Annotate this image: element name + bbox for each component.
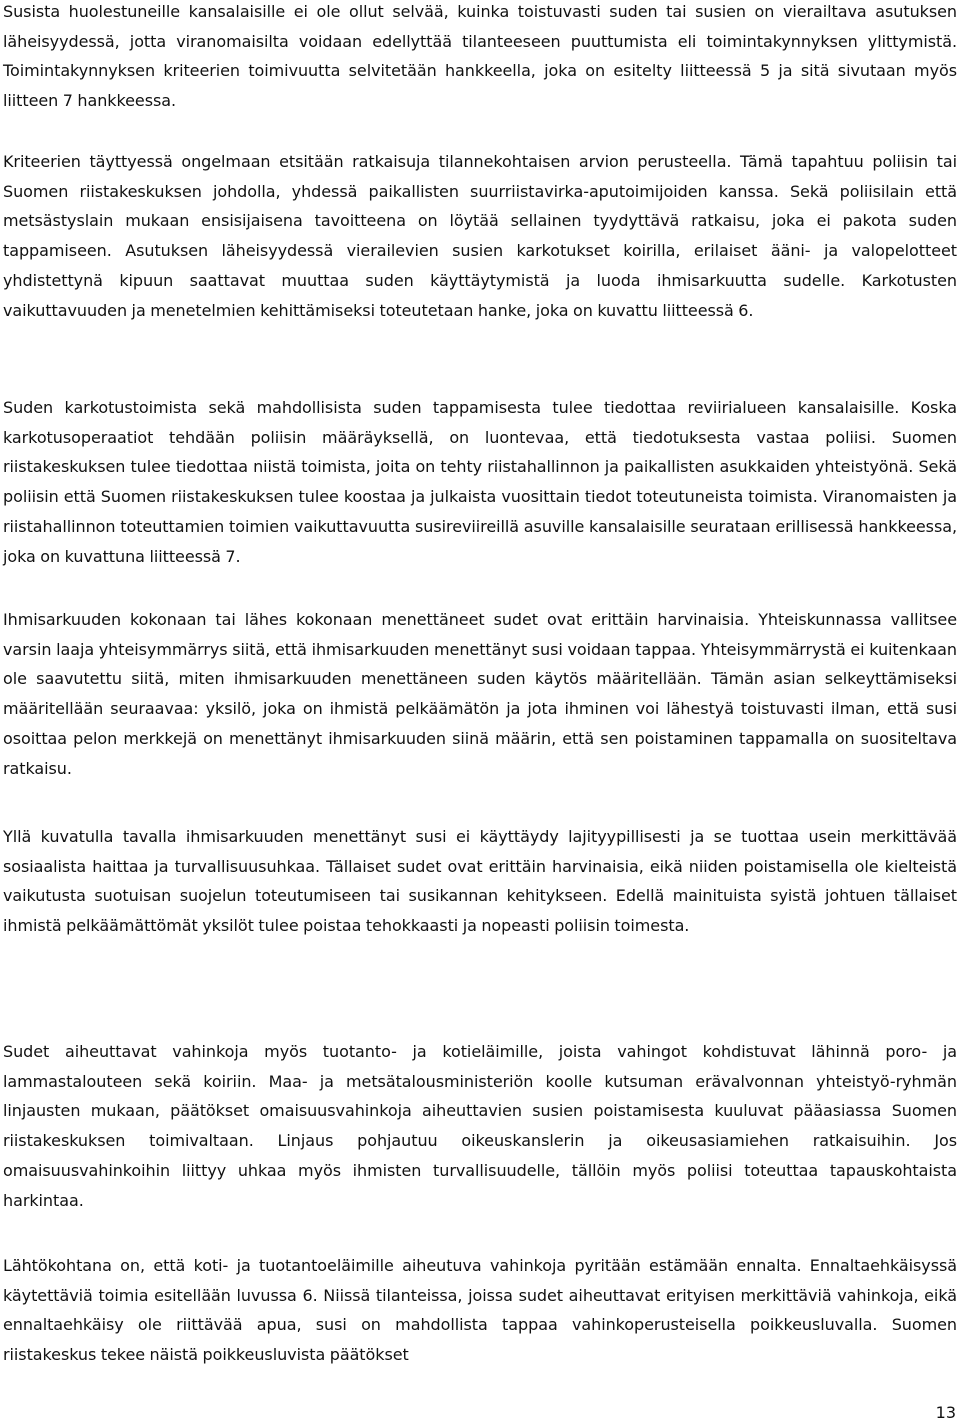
paragraph-livestock-damage: Sudet aiheuttavat vahinkoja myös tuotanto- ja kotieläimille, joista vahingot kohdistuvat lähinnä poro- ja lammastalouteen sekä koiriin. Maa- ja metsätalousministeriön koolle kutsuman erävalvonnan yhteistyö-ryhmän linjausten mukaan, päätökset omaisuusvahinkoja aiheuttavien susien poistamisesta kuuluvat pääasiassa Suomen riistakeskuksen toimivaltaan. Linjaus pohjautuu oikeuskanslerin ja oikeusasiamiehen ratkaisuihin. Jos omaisuusvahinkoihin liittyy uhkaa myös ihmisten turvallisuudelle, tällöin myös poliisi toteuttaa tapauskohtaista harkintaa. — [3, 1042, 957, 1210]
paragraph-fearlessness-definition: Ihmisarkuuden kokonaan tai lähes kokonaan menettäneet sudet ovat erittäin harvinaisia. Yhteiskunnassa vallitsee varsin laaja yhteisymmärrys siitä, että ihmisarkuuden menettänyt susi voidaan tappaa. Yhteisymmärrystä ei kuitenkaan ole saavutettu siitä, miten ihmisarkuuden menettäneen suden käytös määritellään. Tämän asian selkeyttämiseksi määritellään seuraavaa: yksilö, joka on ihmistä pelkäämätön ja jota ihminen voi lähestyä toistuvasti ilman, että susi osoittaa pelon merkkejä on menettänyt ihmisarkuuden siinä määrin, että sen poistaminen tappamalla on suositeltava ratkaisu. — [3, 610, 957, 778]
paragraph-prevention: Lähtökohtana on, että koti- ja tuotantoeläimille aiheutuva vahinkoja pyritään estämään ennalta. Ennaltaehkäisyssä käytettäviä toimia esitellään luvussa 6. Niissä tilanteissa, joissa sudet aiheuttavat erityisen merkittäviä vahinkoja, eikä ennaltaehkäisy ole riittävää apua, susi on mahdollista tappaa vahinkoperusteisella poikkeusluvalla. Suomen riistakeskus tekee näistä poikkeusluvista päätökset — [3, 1256, 957, 1365]
paragraph-criteria-uncertainty: Susista huolestuneille kansalaisille ei ole ollut selvää, kuinka toistuvasti suden tai susien on vierailtava asutuksen läheisyydessä, jotta viranomaisilta voidaan edellyttää tilanteeseen puuttumista eli toimintakynnyksen ylittymistä. Toimintakynnyksen kriteerien toimivuutta selvitetään hankkeella, joka on esitelty liitteessä 5 ja sitä sivutaan myös liitteen 7 hankkeessa. — [3, 2, 957, 111]
paragraph-communication: Suden karkotustoimista sekä mahdollisista suden tappamisesta tulee tiedottaa reviirialueen kansalaisille. Koska karkotusoperaatiot tehdään poliisin määräyksellä, on luontevaa, että tiedotuksesta vastaa poliisi. Suomen riistakeskuksen tulee tiedottaa niistä toimista, joita on tehty riistahallinnon ja paikallisten asukkaiden yhteistyönä. Sekä poliisin että Suomen riistakeskuksen tulee koostaa ja julkaista vuosittain tiedot toteutuneista toimista. Viranomaisten ja riistahallinnon toteuttamien toimien vaikuttavuutta susireviireillä asuville kansalaisille seurataan erillisessä hankkeessa, joka on kuvattuna liitteessä 7. — [3, 398, 957, 566]
paragraph-criteria-solutions: Kriteerien täyttyessä ongelmaan etsitään ratkaisuja tilannekohtaisen arvion perusteella. Tämä tapahtuu poliisin tai Suomen riistakeskuksen johdolla, yhdessä paikallisten suurriistavirka-aputoimijoiden kanssa. Sekä poliisilain että metsästyslain mukaan ensisijaisena tavoitteena on löytää sellainen tyydyttävä ratkaisu, joka ei pakota suden tappamiseen. Asutuksen läheisyydessä vierailevien susien karkotukset koirilla, erilaiset ääni- ja valopelotteet yhdistettynä kipuun saattavat muuttaa suden käyttäytymistä ja luoda ihmisarkuutta sudelle. Karkotusten vaikuttavuuden ja menetelmien kehittämiseksi toteutetaan hanke, joka on kuvattu liitteessä 6. — [3, 152, 957, 320]
page-number: 13 — [935, 1403, 956, 1422]
paragraph-removal-justification: Yllä kuvatulla tavalla ihmisarkuuden menettänyt susi ei käyttäydy lajityypillisesti ja se tuottaa usein merkittävää sosiaalista haittaa ja turvallisuusuhkaa. Tällaiset sudet ovat erittäin harvinaisia, eikä niiden poistamisella ole kielteistä vaikutusta suotuisan suojelun toteutumiseen tai susikannan kehitykseen. Edellä mainituista syistä johtuen tällaiset ihmistä pelkäämättömät yksilöt tulee poistaa tehokkaasti ja nopeasti poliisin toimesta. — [3, 827, 957, 936]
